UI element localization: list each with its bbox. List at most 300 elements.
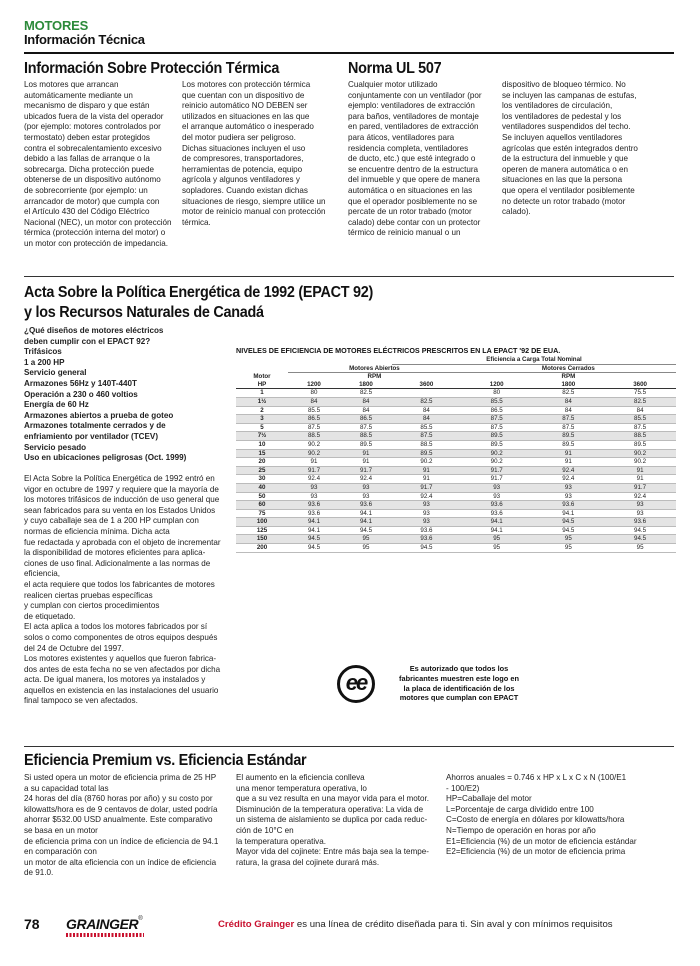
- table-row: [236, 526, 676, 535]
- text-line: Dichas situaciones incluyen el uso: [182, 143, 306, 153]
- text-line: Nacional (NEC), un motor con protección: [24, 217, 172, 227]
- efficiency-cell: 88.5: [604, 432, 676, 441]
- text-line: agrícolas que estén integrados dentro: [502, 143, 638, 153]
- caption-line: fabricantes muestren este logo en: [399, 673, 519, 683]
- text-line: motor de reinicio manual con protección: [182, 207, 326, 217]
- text-line: mecanismo de disparo y que están: [24, 101, 150, 111]
- efficiency-cell: 91: [288, 458, 340, 467]
- hp-cell: 100: [236, 518, 288, 527]
- efficiency-cell: 94.5: [340, 526, 392, 535]
- page-number: 78: [24, 916, 40, 932]
- efficiency-cell: 89.5: [604, 440, 676, 449]
- efficiency-cell: 91: [604, 475, 676, 484]
- efficiency-cell: 92.4: [392, 492, 461, 501]
- efficiency-cell: 94.5: [604, 535, 676, 544]
- section-divider-2: [24, 746, 674, 747]
- rpm-label-open: RPM: [367, 373, 382, 381]
- hp-cell: 30: [236, 475, 288, 484]
- credit-text: es una línea de crédito diseñada para ti. Sin aval y con mínimos requisitos: [294, 919, 613, 930]
- text-line: L=Porcentaje de carga dividido entre 100: [446, 804, 594, 814]
- efficiency-cell: 80: [288, 389, 340, 398]
- efficiency-cell: 93.6: [461, 509, 533, 518]
- text-line: se incluyen las campanas de estufas,: [502, 90, 637, 100]
- text-line: contra el sobrecalentamiento excesivo: [24, 143, 162, 153]
- text-line: final tampoco se ven afectados.: [24, 696, 138, 706]
- text-line: el arranque automático o inesperado: [182, 122, 314, 132]
- text-line: 24 horas del día (8760 horas por año) y su costo por: [24, 794, 213, 804]
- text-line: para áticos, ventiladores para: [348, 132, 455, 142]
- efficiency-cell: 85.5: [288, 406, 340, 415]
- efficiency-table: [236, 356, 676, 553]
- efficiency-cell: 90.2: [604, 458, 676, 467]
- efficiency-cell: 82.5: [532, 389, 604, 398]
- efficiency-cell: 80: [461, 389, 533, 398]
- text-line: Ahorros anuales = 0.746 x HP x L x C x N (100/E1: [446, 773, 627, 782]
- text-line: de eficiencia prima con un índice de eficiencia de 94.1: [24, 836, 219, 846]
- text-line: no detecte un rotor trabado (motor: [502, 196, 626, 206]
- header-divider: [24, 52, 674, 54]
- efficiency-cell: 84: [532, 406, 604, 415]
- efficiency-cell: 93.6: [392, 526, 461, 535]
- text-line: ratura, la grasa del cojinete durará más.: [236, 857, 380, 867]
- requirement-line: deben cumplir con el EPACT 92?: [24, 336, 151, 346]
- thermal-title: Información Sobre Protección Térmica: [24, 60, 280, 77]
- efficiency-cell: 82.5: [392, 397, 461, 406]
- text-line: el Artículo 430 del Código Eléctrico: [24, 207, 150, 217]
- text-line: obtenerse de un dispositivo autónomo: [24, 175, 161, 185]
- closed-motors-label: Motores Cerrados: [461, 364, 676, 373]
- text-line: del 24 de Octubre del 1997.: [24, 643, 124, 653]
- efficiency-cell: 89.5: [340, 440, 392, 449]
- text-line: conjuntamente con un ventilador (por: [348, 90, 482, 100]
- efficiency-cell: 91.7: [461, 475, 533, 484]
- hp-cell: 75: [236, 509, 288, 518]
- efficiency-cell: 92.4: [604, 492, 676, 501]
- efficiency-cell: 87.5: [604, 423, 676, 432]
- efficiency-cell: 93: [288, 492, 340, 501]
- grainger-logo: [66, 916, 156, 940]
- efficiency-cell: 84: [392, 406, 461, 415]
- efficiency-cell: 82.5: [604, 397, 676, 406]
- ee-logo-text: ee: [345, 670, 367, 695]
- requirement-line: Armazones abiertos a prueba de goteo: [24, 410, 174, 420]
- efficiency-cell: 93.6: [392, 535, 461, 544]
- efficiency-cell: 84: [340, 406, 392, 415]
- text-line: a su capacidad total las: [24, 783, 109, 793]
- hp-cell: 15: [236, 449, 288, 458]
- table-row: [236, 518, 676, 527]
- efficiency-cell: [392, 389, 461, 398]
- hp-cell: 3: [236, 415, 288, 424]
- text-line: de sobrecorriente (por ejemplo: un: [24, 185, 148, 195]
- efficiency-cell: 94.1: [288, 526, 340, 535]
- text-line: vigor en octubre de 1997 y requiere que la mayoría de: [24, 484, 219, 494]
- table-row: [236, 535, 676, 544]
- text-line: calado).: [502, 207, 531, 217]
- requirement-line: Trifásicos: [24, 347, 62, 357]
- text-line: que cuentan con un dispositivo de: [182, 90, 305, 100]
- efficiency-cell: 91.7: [340, 466, 392, 475]
- efficiency-cell: 93: [461, 483, 533, 492]
- efficiency-cell: 91.7: [288, 466, 340, 475]
- rpm-value: 1200: [307, 380, 321, 388]
- efficiency-cell: 75.5: [604, 389, 676, 398]
- text-line: en comparación con: [24, 847, 97, 857]
- text-line: fue redactada y aprobada con el objeto de incrementar: [24, 537, 221, 547]
- text-line: térmico de reinicio manual o un: [348, 228, 461, 238]
- thermal-col1: [24, 80, 184, 250]
- efficiency-cell: 95: [461, 535, 533, 544]
- table-row: [236, 406, 676, 415]
- motor-label: Motor: [253, 372, 271, 380]
- efficiency-cell: 89.5: [532, 440, 604, 449]
- efficiency-cell: 93: [340, 492, 392, 501]
- text-line: de 91.0.: [24, 868, 54, 878]
- hp-cell: 50: [236, 492, 288, 501]
- efficiency-cell: 86.5: [461, 406, 533, 415]
- efficiency-cell: 92.4: [288, 475, 340, 484]
- efficiency-cell: 82.5: [340, 389, 392, 398]
- efficiency-cell: 93.6: [604, 518, 676, 527]
- text-line: reinicio automático NO DEBEN ser: [182, 101, 308, 111]
- text-line: de etiquetado.: [24, 611, 76, 621]
- epact-title-line1: Acta Sobre la Política Energética de 1992 (EPACT 92): [24, 284, 374, 301]
- efficiency-cell: 89.5: [532, 432, 604, 441]
- efficiency-cell: 93: [392, 509, 461, 518]
- text-line: solos o como componentes de otros equipos después: [24, 632, 218, 642]
- efficiency-cell: 91: [340, 458, 392, 467]
- section-divider-1: [24, 276, 674, 277]
- text-line: dispositivo de bloqueo térmico. No: [502, 80, 626, 89]
- efficiency-cell: 94.5: [392, 544, 461, 553]
- efficiency-cell: 93: [392, 501, 461, 510]
- table-row: [236, 501, 676, 510]
- efficiency-cell: 88.5: [392, 440, 461, 449]
- requirement-line: Uso en ubicaciones peligrosas (Oct. 1999): [24, 453, 187, 463]
- efficiency-table-body: [236, 389, 676, 552]
- efficiency-cell: 93.6: [288, 509, 340, 518]
- caption-line: motores que cumplan con EPACT: [399, 693, 519, 703]
- text-line: del motor pudiera ser peligroso.: [182, 132, 296, 142]
- rpm-value: 1200: [489, 380, 504, 388]
- text-line: sopladores. Cuando existan dichas: [182, 185, 308, 195]
- text-line: ejemplo: ventiladores de extracción: [348, 101, 475, 111]
- premium-col2: [236, 773, 440, 868]
- requirement-line: Armazones totalmente cerrados y de: [24, 421, 166, 431]
- text-line: que el operador posiblemente no se: [348, 196, 478, 206]
- table-row: [236, 440, 676, 449]
- text-line: utilizados en situaciones en las que: [182, 111, 310, 121]
- text-line: y cumplan con ciertos procedimientos: [24, 601, 160, 611]
- text-line: El aumento en la eficiencia conlleva: [236, 773, 365, 782]
- text-line: Los motores existentes y aquellos que fueron fabrica-: [24, 654, 217, 664]
- efficiency-cell: 93.6: [288, 501, 340, 510]
- text-line: Mayor vida del cojinete: Entre más baja sea la tempe-: [236, 847, 429, 857]
- efficiency-cell: 91: [392, 466, 461, 475]
- hp-cell: 2: [236, 406, 288, 415]
- efficiency-cell: 85.5: [392, 423, 461, 432]
- table-row: [236, 458, 676, 467]
- text-line: aquellos en existencia en las instalaciones del usuario: [24, 685, 219, 695]
- text-line: E2=Eficiencia (%) de un motor de eficiencia prima: [446, 847, 626, 857]
- efficiency-cell: 94.5: [288, 535, 340, 544]
- text-line: El Acta Sobre la Política Energética de 1992 entró en: [24, 474, 215, 483]
- efficiency-cell: 87.5: [461, 423, 533, 432]
- table-row: [236, 415, 676, 424]
- hp-cell: 200: [236, 544, 288, 553]
- table-row: [236, 483, 676, 492]
- efficiency-cell: 93: [392, 518, 461, 527]
- text-line: Si usted opera un motor de eficiencia prima de 25 HP: [24, 773, 217, 782]
- efficiency-cell: 87.5: [392, 432, 461, 441]
- text-line: ciones de uso final. Adicionalmente a las normas de: [24, 558, 211, 568]
- ul507-title: Norma UL 507: [348, 60, 442, 77]
- text-line: del inmueble y que opere de manera: [348, 175, 480, 185]
- text-line: kilowatts/hora es de 9 centavos de dolar, usted podría: [24, 804, 218, 814]
- hp-cell: 1: [236, 389, 288, 398]
- requirement-line: Servicio general: [24, 368, 87, 378]
- efficiency-cell: 85.5: [461, 397, 533, 406]
- text-line: arrancador de motor) que cumpla con: [24, 196, 160, 206]
- hp-cell: 20: [236, 458, 288, 467]
- text-line: - 100/E2): [446, 783, 480, 793]
- efficiency-cell: 94.5: [532, 518, 604, 527]
- efficiency-cell: 94.5: [532, 526, 604, 535]
- efficiency-cell: 94.1: [288, 518, 340, 527]
- text-line: sean fabricados para su venta en los Estados Unidos: [24, 505, 216, 515]
- table-row: [236, 509, 676, 518]
- rpm-value: 3600: [419, 380, 434, 388]
- efficiency-cell: 91: [340, 449, 392, 458]
- rpm-value: 1800: [561, 380, 576, 388]
- table-row: [236, 389, 676, 398]
- text-line: un motor con protección de impedancia.: [24, 238, 168, 248]
- table-row: [236, 423, 676, 432]
- hp-cell: 5: [236, 423, 288, 432]
- section-category: MOTORES: [24, 18, 89, 33]
- epact-requirements: [24, 326, 234, 464]
- efficiency-cell: 86.5: [288, 415, 340, 424]
- efficiency-cell: 93.6: [532, 501, 604, 510]
- table-row: [236, 449, 676, 458]
- efficiency-cell: 91.7: [604, 483, 676, 492]
- efficiency-cell: 87.5: [461, 415, 533, 424]
- efficiency-cell: 90.2: [461, 449, 533, 458]
- text-line: C=Costo de energía en dólares por kilowatts/hora: [446, 815, 625, 825]
- efficiency-cell: 93: [461, 492, 533, 501]
- text-line: de ducto, etc.) que esté integrado o: [348, 154, 476, 164]
- efficiency-cell: 94.5: [288, 544, 340, 553]
- efficiency-cell: 87.5: [532, 423, 604, 432]
- text-line: residencia completa, ventiladores: [348, 143, 469, 153]
- epact-body: [24, 474, 234, 707]
- grainger-stripes: [66, 933, 144, 937]
- ul507-col1: [348, 80, 508, 239]
- requirement-line: Energía de 60 Hz: [24, 400, 89, 410]
- efficiency-cell: 91: [392, 475, 461, 484]
- text-line: sobrecarga. Dicha protección puede: [24, 164, 155, 174]
- efficiency-cell: 88.5: [288, 432, 340, 441]
- text-line: la disponibilidad de motores eficientes para aplica-: [24, 548, 206, 558]
- efficiency-cell: 89.5: [392, 449, 461, 458]
- text-line: acta. De igual manera, los motores ya instalados y: [24, 675, 206, 685]
- efficiency-cell: 95: [532, 535, 604, 544]
- text-line: Cualquier motor utilizado: [348, 80, 438, 89]
- text-line: HP=Caballaje del motor: [446, 794, 532, 804]
- epact-logo: [336, 664, 376, 704]
- efficiency-cell: 94.1: [461, 518, 533, 527]
- rpm-value: 1800: [359, 380, 373, 388]
- registered-mark: ®: [138, 916, 143, 922]
- efficiency-cell: 94.1: [461, 526, 533, 535]
- efficiency-cell: 95: [340, 535, 392, 544]
- caption-line: la placa de identificación de los: [403, 683, 515, 693]
- text-line: calado) debe contar con un protector: [348, 217, 481, 227]
- hp-cell: 40: [236, 483, 288, 492]
- efficiency-cell: 92.4: [340, 475, 392, 484]
- text-line: los ventiladores de circulación,: [502, 101, 613, 111]
- text-line: operen de manera automática o en: [502, 164, 628, 174]
- efficiency-cell: 84: [604, 406, 676, 415]
- text-line: situaciones de riesgo, siempre utilice un: [182, 196, 326, 206]
- rpm-value: 3600: [633, 380, 647, 388]
- text-line: la temperatura operativa.: [236, 836, 326, 846]
- text-line: Los motores con protección térmica: [182, 80, 311, 89]
- text-line: normas de eficiencia mínima. Dicha acta: [24, 526, 170, 536]
- text-line: térmica.: [182, 217, 211, 227]
- efficiency-cell: 93: [532, 483, 604, 492]
- text-line: percate de un rotor trabado (motor: [348, 207, 472, 217]
- efficiency-cell: 95: [340, 544, 392, 553]
- hp-cell: 1½: [236, 397, 288, 406]
- requirement-line: 1 a 200 HP: [24, 357, 65, 367]
- efficiency-cell: 94.1: [340, 509, 392, 518]
- text-line: debido a las fallas de arranque o la: [24, 154, 150, 164]
- requirement-line: Operación a 230 o 460 voltios: [24, 389, 138, 399]
- text-line: ubicados fuera de la vista del operador: [24, 111, 164, 121]
- efficiency-cell: 94.5: [604, 526, 676, 535]
- logo-caption: [384, 664, 534, 703]
- efficiency-cell: 89.5: [461, 440, 533, 449]
- table-row: [236, 475, 676, 484]
- requirement-line: Servicio pesado: [24, 442, 87, 452]
- efficiency-cell: 86.5: [340, 415, 392, 424]
- premium-title: Eficiencia Premium vs. Eficiencia Estándar: [24, 752, 307, 769]
- text-line: eficiencia,: [24, 569, 60, 579]
- text-line: un motor de alta eficiencia con un índice de eficiencia: [24, 857, 217, 867]
- hp-cell: 7½: [236, 432, 288, 441]
- text-line: Se incluyen aquellos ventiladores: [502, 132, 623, 142]
- requirement-line: Armazones 56Hz y 140T-440T: [24, 378, 137, 388]
- text-line: el acta requiere que todos los fabricantes de motores: [24, 579, 215, 589]
- efficiency-cell: 94.1: [532, 509, 604, 518]
- text-line: Los motores que arrancan: [24, 80, 119, 89]
- text-line: de compresores, transportadores,: [182, 154, 304, 164]
- hp-cell: 150: [236, 535, 288, 544]
- text-line: ción de 10°C en: [236, 825, 294, 835]
- text-line: se encuentre dentro de la estructura: [348, 164, 479, 174]
- text-line: ahorrar $532.00 USD anualmente. Este comparativo: [24, 815, 213, 825]
- text-line: y cuyo caballaje sea de 1 a 200 HP cumplan con: [24, 516, 199, 526]
- table-row: [236, 544, 676, 553]
- efficiency-cell: 90.2: [461, 458, 533, 467]
- efficiency-cell: 84: [340, 397, 392, 406]
- text-line: agrícola y algunos ventiladores y: [182, 175, 300, 185]
- text-line: Disminución de la temperatura operativa: La vida de: [236, 804, 424, 814]
- credit-banner: [218, 919, 613, 930]
- text-line: realicen ciertas pruebas específicas: [24, 590, 153, 600]
- open-motors-label: Motores Abiertos: [288, 364, 461, 373]
- efficiency-cell: 92.4: [532, 475, 604, 484]
- efficiency-cell: 91: [604, 466, 676, 475]
- efficiency-cell: 89.5: [461, 432, 533, 441]
- table-row: [236, 432, 676, 441]
- text-line: termostato) deben estar protegidos: [24, 132, 150, 142]
- text-line: los motores trifásicos de inducción de uso general que: [24, 495, 220, 505]
- efficiency-cell: 93: [288, 483, 340, 492]
- credit-brand: Crédito Grainger: [218, 919, 295, 930]
- text-line: una menor temperatura operativa, lo: [236, 783, 367, 793]
- text-line: térmica (protección interna del motor) o: [24, 228, 166, 238]
- efficiency-cell: 91.7: [392, 483, 461, 492]
- efficiency-cell: 90.2: [604, 449, 676, 458]
- ul507-col2: [502, 80, 672, 218]
- hp-cell: 10: [236, 440, 288, 449]
- hp-cell: 125: [236, 526, 288, 535]
- efficiency-cell: 93: [604, 509, 676, 518]
- efficiency-cell: 84: [532, 397, 604, 406]
- efficiency-cell: 93: [604, 501, 676, 510]
- efficiency-cell: 95: [532, 544, 604, 553]
- premium-col1: [24, 773, 228, 879]
- text-line: El acta aplica a todos los motores fabricados por sí: [24, 622, 208, 632]
- text-line: para baños, ventiladores de montaje: [348, 111, 479, 121]
- efficiency-cell: 87.5: [532, 415, 604, 424]
- efficiency-cell: 93: [532, 492, 604, 501]
- table-row: [236, 466, 676, 475]
- text-line: (por ejemplo: motores controlados por: [24, 122, 161, 132]
- efficiency-table-wrap: [236, 356, 676, 553]
- caption-line: Es autorizado que todos los: [409, 664, 509, 673]
- table-row: [236, 492, 676, 501]
- premium-col3: [446, 773, 674, 858]
- efficiency-cell: 87.5: [288, 423, 340, 432]
- group-header: Eficiencia a Carga Total Nominal: [392, 356, 676, 364]
- efficiency-cell: 85.5: [604, 415, 676, 424]
- requirement-line: enfriamiento por ventilador (TCEV): [24, 431, 159, 441]
- hp-label: HP: [257, 380, 267, 388]
- efficiency-cell: 91.7: [461, 466, 533, 475]
- efficiency-table-title: NIVELES DE EFICIENCIA DE MOTORES ELÉCTRICOS PRESCRITOS EN LA EPACT '92 DE EUA.: [236, 346, 561, 355]
- text-line: se basa en un motor: [24, 825, 98, 835]
- efficiency-cell: 90.2: [288, 449, 340, 458]
- page-subtitle: Información Técnica: [24, 32, 145, 47]
- text-line: dos antes de esta fecha no se ven afectados por dicha: [24, 664, 221, 674]
- efficiency-cell: 87.5: [340, 423, 392, 432]
- efficiency-cell: 93.6: [461, 501, 533, 510]
- efficiency-cell: 84: [392, 415, 461, 424]
- hp-cell: 25: [236, 466, 288, 475]
- thermal-col2: [182, 80, 342, 228]
- text-line: automática o en situaciones en las: [348, 185, 473, 195]
- text-line: un sistema de aislamiento se duplica por cada reduc-: [236, 815, 428, 825]
- efficiency-cell: 84: [288, 397, 340, 406]
- efficiency-cell: 90.2: [288, 440, 340, 449]
- text-line: ventiladores suspendidos del techo.: [502, 122, 631, 132]
- requirement-line: ¿Qué diseños de motores eléctricos: [24, 326, 164, 335]
- efficiency-cell: 94.1: [340, 518, 392, 527]
- hp-cell: 60: [236, 501, 288, 510]
